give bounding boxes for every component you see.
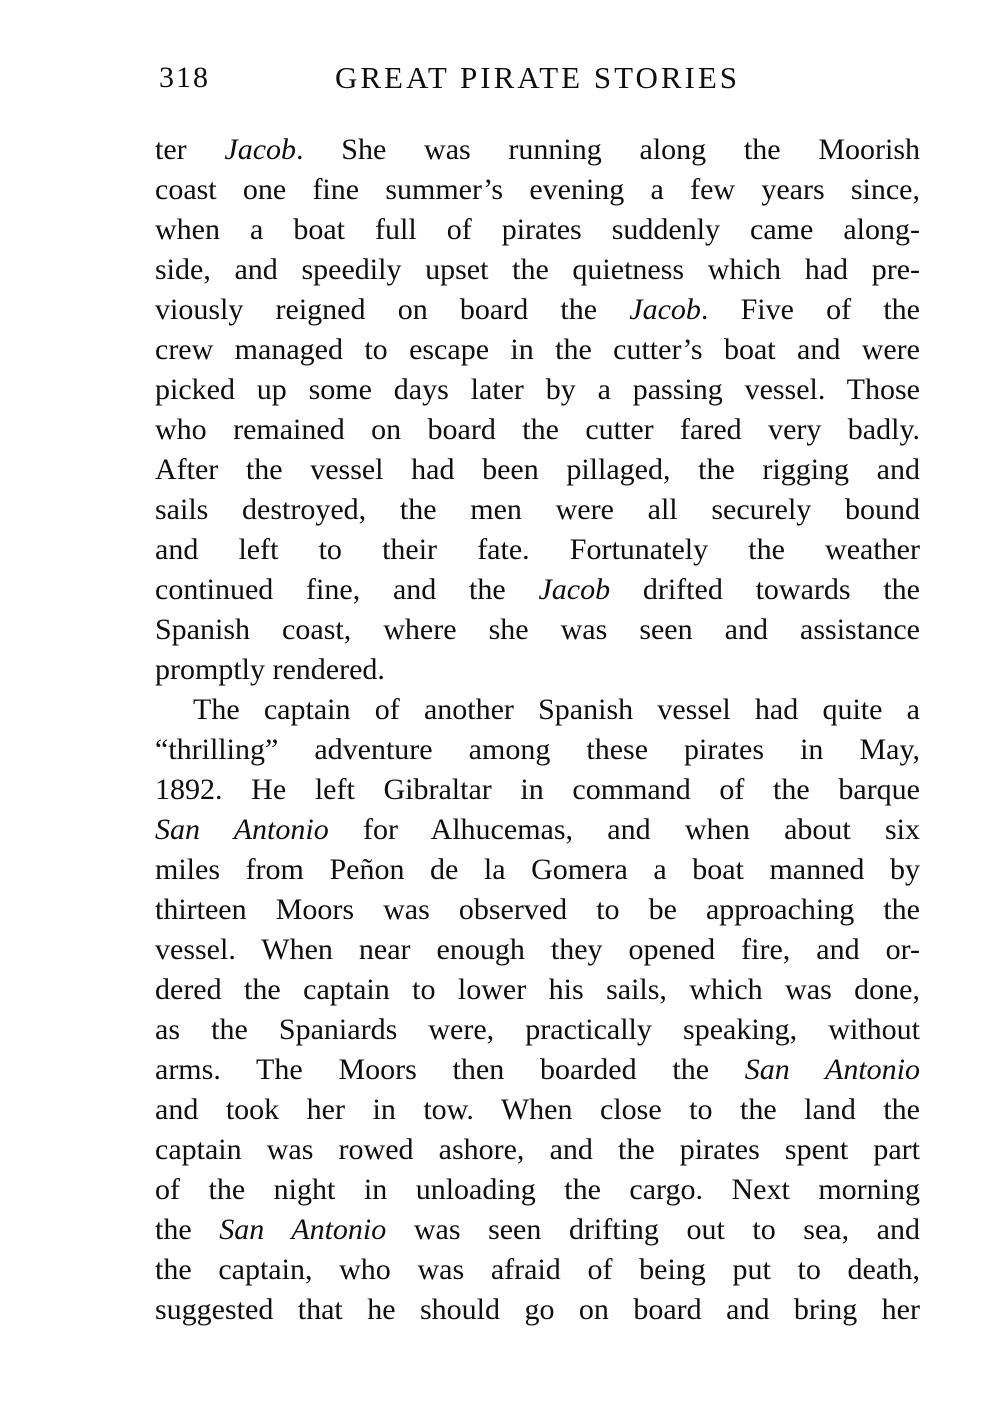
page-title: GREAT PIRATE STORIES (334, 60, 741, 95)
page-header (155, 60, 920, 100)
text-line: “thrilling” adventure among these pirates in May, (155, 733, 920, 766)
text-line: and took her in tow. When close to the land the (155, 1093, 920, 1126)
page-body (155, 130, 920, 1330)
text-line: 1892. He left Gibraltar in command of the barque (155, 773, 920, 806)
text-line: who remained on board the cutter fared very badly. (155, 413, 920, 446)
page-number: 318 (159, 61, 210, 94)
text-line: suggested that he should go on board and bring her (155, 1293, 920, 1326)
text-line: of the night in unloading the cargo. Next morning (155, 1173, 920, 1206)
text-line: thirteen Moors was observed to be approaching the (155, 893, 920, 926)
text-line: side, and speedily upset the quietness which had pre- (155, 253, 920, 286)
text-line: dered the captain to lower his sails, which was done, (155, 973, 920, 1006)
text-line: the San Antonio was seen drifting out to sea, and (155, 1213, 921, 1246)
text-line: miles from Peñon de la Gomera a boat manned by (155, 853, 920, 886)
text-line: vessel. When near enough they opened fire, and or- (155, 933, 920, 966)
text-line: captain was rowed ashore, and the pirates spent part (155, 1133, 920, 1166)
text-line: continued fine, and the Jacob drifted towards the (155, 573, 920, 606)
text-line: viously reigned on board the Jacob. Five of the (155, 293, 920, 326)
text-line: ter Jacob. She was running along the Moorish (155, 133, 920, 166)
text-line: when a boat full of pirates suddenly came along- (155, 213, 920, 246)
text-line: promptly rendered. (155, 653, 385, 686)
text-line: After the vessel had been pillaged, the rigging and (155, 453, 920, 486)
text-line: and left to their fate. Fortunately the weather (155, 533, 920, 566)
text-line: arms. The Moors then boarded the San Antonio (155, 1053, 920, 1086)
text-line: The captain of another Spanish vessel had quite a (193, 693, 920, 726)
text-line: sails destroyed, the men were all securely bound (155, 493, 920, 526)
text-line: the captain, who was afraid of being put to death, (155, 1253, 920, 1286)
text-line: Spanish coast, where she was seen and assistance (155, 613, 920, 646)
text-line: coast one fine summer’s evening a few years since, (155, 173, 920, 206)
text-line: picked up some days later by a passing vessel. Those (155, 373, 920, 406)
text-line: as the Spaniards were, practically speaking, without (155, 1013, 920, 1046)
text-line: crew managed to escape in the cutter’s boat and were (155, 333, 920, 366)
text-line: San Antonio for Alhucemas, and when about six (155, 813, 920, 846)
